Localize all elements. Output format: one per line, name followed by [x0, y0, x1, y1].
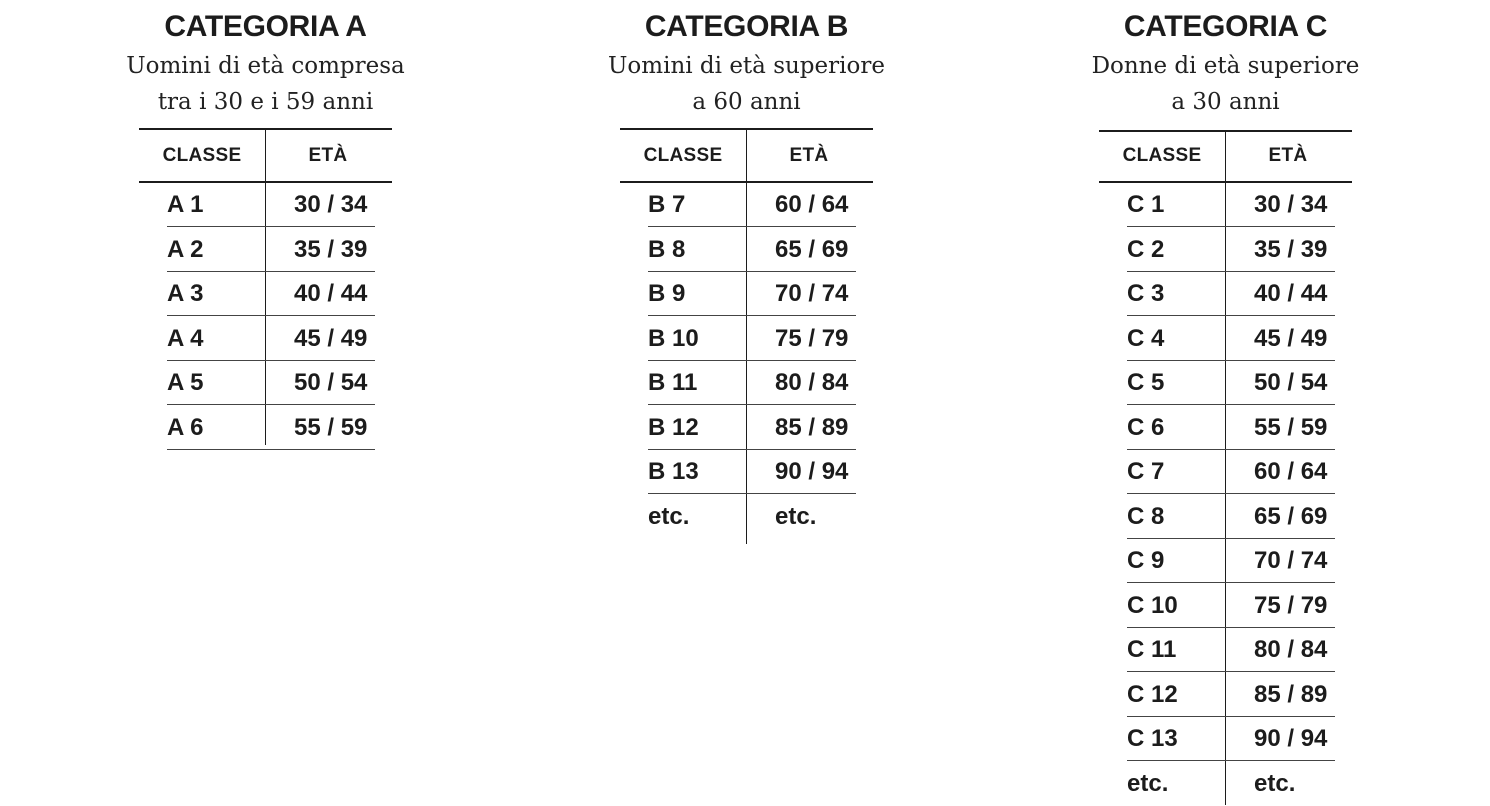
table-row: [1127, 406, 1335, 450]
cell-classe: A 6: [167, 413, 204, 441]
table-row: [648, 272, 856, 316]
category-subtitle-line1: Donne di età superiore: [1091, 53, 1360, 79]
cell-classe: C 4: [1127, 324, 1165, 352]
cell-eta: 40 / 44: [1254, 280, 1328, 307]
cell-classe: A 5: [167, 369, 204, 396]
cell-classe: C 6: [1127, 413, 1165, 441]
cell-eta: 40 / 44: [294, 280, 368, 307]
cell-classe: etc.: [1127, 769, 1169, 797]
table-row: [648, 406, 856, 450]
cell-eta: 50 / 54: [294, 369, 368, 396]
header-eta: ETÀ: [1268, 145, 1308, 166]
cell-classe: B 8: [648, 235, 686, 263]
cell-classe: A 1: [167, 191, 204, 218]
cell-classe: C 1: [1127, 191, 1165, 218]
header-eta: ETÀ: [308, 145, 348, 166]
cell-eta: 80 / 84: [775, 369, 849, 396]
cell-classe: etc.: [648, 502, 690, 530]
table-row: [1127, 272, 1335, 316]
category-subtitle-line2: a 60 anni: [692, 89, 801, 115]
header-classe: CLASSE: [643, 145, 723, 166]
cell-classe: B 7: [648, 191, 686, 218]
cell-eta: etc.: [1254, 769, 1296, 797]
table-row: [648, 183, 856, 227]
cell-eta: 85 / 89: [775, 413, 849, 441]
cell-eta: 90 / 94: [775, 458, 849, 485]
cell-eta: etc.: [775, 502, 817, 530]
cell-eta: 60 / 64: [1254, 458, 1328, 485]
cell-eta: 90 / 94: [1254, 725, 1328, 752]
cell-classe: C 3: [1127, 280, 1165, 307]
table-row: [1127, 317, 1335, 361]
table-row: [1127, 584, 1335, 628]
cell-eta: 65 / 69: [775, 235, 849, 263]
cell-eta: 55 / 59: [1254, 413, 1328, 441]
table-row: [648, 228, 856, 272]
cell-eta: 35 / 39: [294, 235, 368, 263]
cell-classe: B 12: [648, 413, 699, 441]
table-row: [1127, 183, 1335, 227]
cell-eta: 45 / 49: [294, 324, 368, 352]
cell-eta: 45 / 49: [1254, 324, 1328, 352]
cell-eta: 65 / 69: [1254, 502, 1328, 530]
table-row: [1127, 717, 1335, 761]
header-eta: ETÀ: [789, 145, 829, 166]
cell-classe: C 7: [1127, 458, 1165, 485]
category-title: CATEGORIA B: [644, 10, 849, 43]
table-row: [167, 317, 375, 361]
cell-classe: A 4: [167, 324, 204, 352]
header-classe: CLASSE: [1122, 145, 1202, 166]
table-row: [1127, 450, 1335, 494]
category-title: CATEGORIA C: [1123, 10, 1328, 43]
cell-classe: B 13: [648, 458, 699, 485]
table-row: [1127, 495, 1335, 539]
table-row: [167, 406, 375, 450]
table-row: [648, 361, 856, 405]
cell-eta: 35 / 39: [1254, 235, 1328, 263]
header-classe: CLASSE: [162, 145, 242, 166]
table-row: [167, 183, 375, 227]
table-row: [648, 495, 856, 539]
category-subtitle-line2: a 30 anni: [1171, 89, 1280, 115]
cell-classe: C 2: [1127, 235, 1165, 263]
cell-classe: A 2: [167, 235, 204, 263]
category-subtitle-line1: Uomini di età superiore: [608, 53, 885, 79]
table-row: [1127, 539, 1335, 583]
cell-eta: 75 / 79: [775, 324, 849, 352]
cell-eta: 85 / 89: [1254, 680, 1328, 708]
cell-classe: C 5: [1127, 369, 1165, 396]
cell-classe: C 12: [1127, 680, 1178, 708]
cell-classe: C 10: [1127, 591, 1178, 619]
table-row: [167, 361, 375, 405]
cell-classe: C 9: [1127, 547, 1165, 574]
table-row: [1127, 361, 1335, 405]
cell-eta: 30 / 34: [1254, 191, 1328, 218]
cell-classe: A 3: [167, 280, 204, 307]
cell-classe: C 11: [1127, 636, 1177, 663]
cell-eta: 55 / 59: [294, 413, 368, 441]
cell-classe: B 10: [648, 324, 699, 352]
table-row: [167, 228, 375, 272]
cell-classe: C 8: [1127, 502, 1165, 530]
table-row: [167, 272, 375, 316]
table-row: [1127, 673, 1335, 717]
category-title: CATEGORIA A: [164, 10, 367, 43]
table-row: [648, 450, 856, 494]
table-row: [1127, 628, 1335, 672]
cell-classe: B 11: [648, 369, 698, 396]
cell-eta: 60 / 64: [775, 191, 849, 218]
row-separator: [167, 449, 375, 450]
category-subtitle-line1: Uomini di età compresa: [126, 53, 405, 79]
cell-eta: 70 / 74: [775, 280, 849, 307]
cell-classe: B 9: [648, 280, 686, 307]
cell-classe: C 13: [1127, 725, 1178, 752]
category-subtitle-line2: tra i 30 e i 59 anni: [157, 89, 374, 115]
cell-eta: 80 / 84: [1254, 636, 1328, 663]
table-row: [1127, 762, 1335, 806]
table-row: [1127, 228, 1335, 272]
cell-eta: 75 / 79: [1254, 591, 1328, 619]
cell-eta: 70 / 74: [1254, 547, 1328, 574]
table-row: [648, 317, 856, 361]
cell-eta: 30 / 34: [294, 191, 368, 218]
cell-eta: 50 / 54: [1254, 369, 1328, 396]
